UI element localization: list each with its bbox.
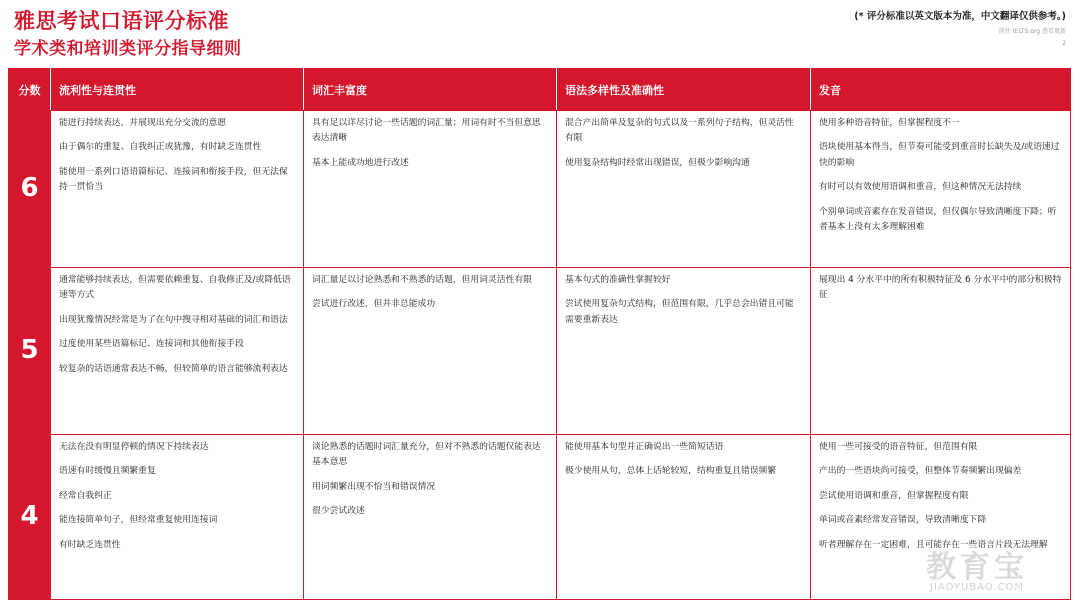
descriptor: 能连接简单句子，但经常重复使用连接词	[59, 515, 218, 526]
page-number: 2	[1062, 40, 1066, 47]
descriptor: 使用一些可接受的语音特征，但范围有限	[819, 442, 978, 452]
lexical-cell	[304, 435, 557, 600]
header-pronunciation: 发音	[811, 69, 1071, 111]
descriptor: 能使用基本句型并正确说出一些简短话语	[565, 442, 724, 452]
descriptor: 很少尝试改述	[312, 506, 365, 517]
descriptor: 单词或音素经常发音错误，导致清晰度下降	[819, 515, 987, 526]
descriptor: 有时缺乏连贯性	[59, 539, 121, 550]
descriptor: 较复杂的话语通常表达不畅，但较简单的语言能够流利表达	[59, 363, 288, 374]
table-row	[9, 268, 1071, 435]
descriptor: 混合产出简单及复杂的句式以及一系列句子结构，但灵活性有限	[565, 118, 794, 144]
descriptor: 谈论熟悉的话题时词汇量充分，但对不熟悉的话题仅能表达基本意思	[312, 442, 541, 468]
lexical-cell	[304, 111, 557, 268]
fluency-cell	[51, 111, 304, 268]
descriptor: 出现犹豫情况经常是为了在句中搜寻相对基础的词汇和语法	[59, 314, 288, 325]
grammar-cell	[557, 111, 811, 268]
fluency-cell	[51, 435, 304, 600]
descriptor: 极少使用从句，总体上话轮较短，结构重复且错误频繁	[565, 466, 777, 477]
band-score: 5	[9, 268, 51, 435]
ielts-link[interactable]: 前往 IELTS.org 查看更新	[998, 28, 1066, 35]
grammar-cell	[557, 435, 811, 600]
descriptor: 具有足以详尽讨论一些话题的词汇量；用词有时不当但意思表达清晰	[312, 118, 541, 144]
descriptor: 尝试使用语调和重音，但掌握程度有限	[819, 490, 969, 501]
header-lexical: 词汇丰富度	[304, 69, 557, 111]
band-score: 6	[9, 111, 51, 268]
pronunciation-cell	[811, 111, 1071, 268]
page-subtitle: 学术类和培训类评分指导细则	[14, 39, 242, 59]
descriptor: 展现出 4 分水平中的所有积极特征及 6 分水平中的部分积极特征	[819, 275, 1062, 301]
descriptor: 有时可以有效使用语调和重音，但这种情况无法持续	[819, 182, 1022, 193]
header-grammar: 语法多样性及准确性	[557, 69, 811, 111]
descriptor: 听者理解存在一定困难，且可能存在一些语言片段无法理解	[819, 539, 1048, 550]
descriptor: 基本上能成功地进行改述	[312, 157, 409, 168]
lexical-cell	[304, 268, 557, 435]
grammar-cell	[557, 268, 811, 435]
watermark-domain: JIAOYUBAO.COM	[930, 582, 1024, 593]
descriptor: 产出的一些语块尚可接受，但整体节奏频繁出现偏差	[819, 466, 1022, 477]
descriptor: 语块使用基本得当，但节奏可能受到重音时长缺失及/或语速过快的影响	[819, 142, 1060, 168]
descriptor: 无法在没有明显停顿的情况下持续表达	[59, 442, 209, 452]
descriptor: 尝试使用复杂句式结构，但范围有限，几乎总会出错且可能需要重新表达	[565, 299, 794, 325]
band-score: 4	[9, 435, 51, 600]
descriptor: 使用多种语音特征，但掌握程度不一	[819, 118, 960, 128]
descriptor: 由于偶尔的重复、自我纠正或犹豫，有时缺乏连贯性	[59, 142, 262, 153]
page-title: 雅思考试口语评分标准	[14, 9, 229, 33]
descriptor: 通常能够持续表达，但需要依赖重复、自我修正及/或降低语速等方式	[59, 275, 291, 301]
pronunciation-cell	[811, 268, 1071, 435]
table-row	[9, 435, 1071, 600]
descriptor: 用词频繁出现不恰当和错误情况	[312, 481, 436, 492]
table-row	[9, 111, 1071, 268]
descriptor: 个别单词或音素存在发音错误，但仅偶尔导致清晰度下降；听者基本上没有太多理解困难	[819, 206, 1057, 232]
descriptor: 语速有时缓慢且频繁重复	[59, 466, 156, 477]
watermark-chars: 教育宝	[926, 550, 1028, 585]
table-header-row	[9, 69, 1071, 111]
header-fluency: 流利性与连贯性	[51, 69, 304, 111]
descriptor: 使用复杂结构时经常出现错误，但极少影响沟通	[565, 157, 750, 168]
descriptor: 经常自我纠正	[59, 490, 112, 501]
descriptor: 过度使用某些语篇标记、连接词和其他衔接手段	[59, 339, 244, 350]
pronunciation-cell	[811, 435, 1071, 600]
translation-note: (* 评分标准以英文版本为准，中文翻译仅供参考。)	[854, 11, 1066, 22]
page-header	[0, 0, 1080, 66]
descriptor: 基本句式的准确性掌握较好	[565, 275, 671, 285]
descriptor: 尝试进行改述，但并非总能成功	[312, 299, 436, 310]
header-score: 分数	[9, 69, 51, 111]
descriptor: 词汇量足以讨论熟悉和不熟悉的话题，但用词灵活性有限	[312, 275, 532, 285]
band-descriptor-table	[8, 68, 1071, 600]
descriptor: 能进行持续表达，并展现出充分交流的意愿	[59, 118, 227, 128]
descriptor: 能使用一系列口语语篇标记、连接词和衔接手段，但无法保持一贯恰当	[59, 166, 288, 193]
fluency-cell	[51, 268, 304, 435]
